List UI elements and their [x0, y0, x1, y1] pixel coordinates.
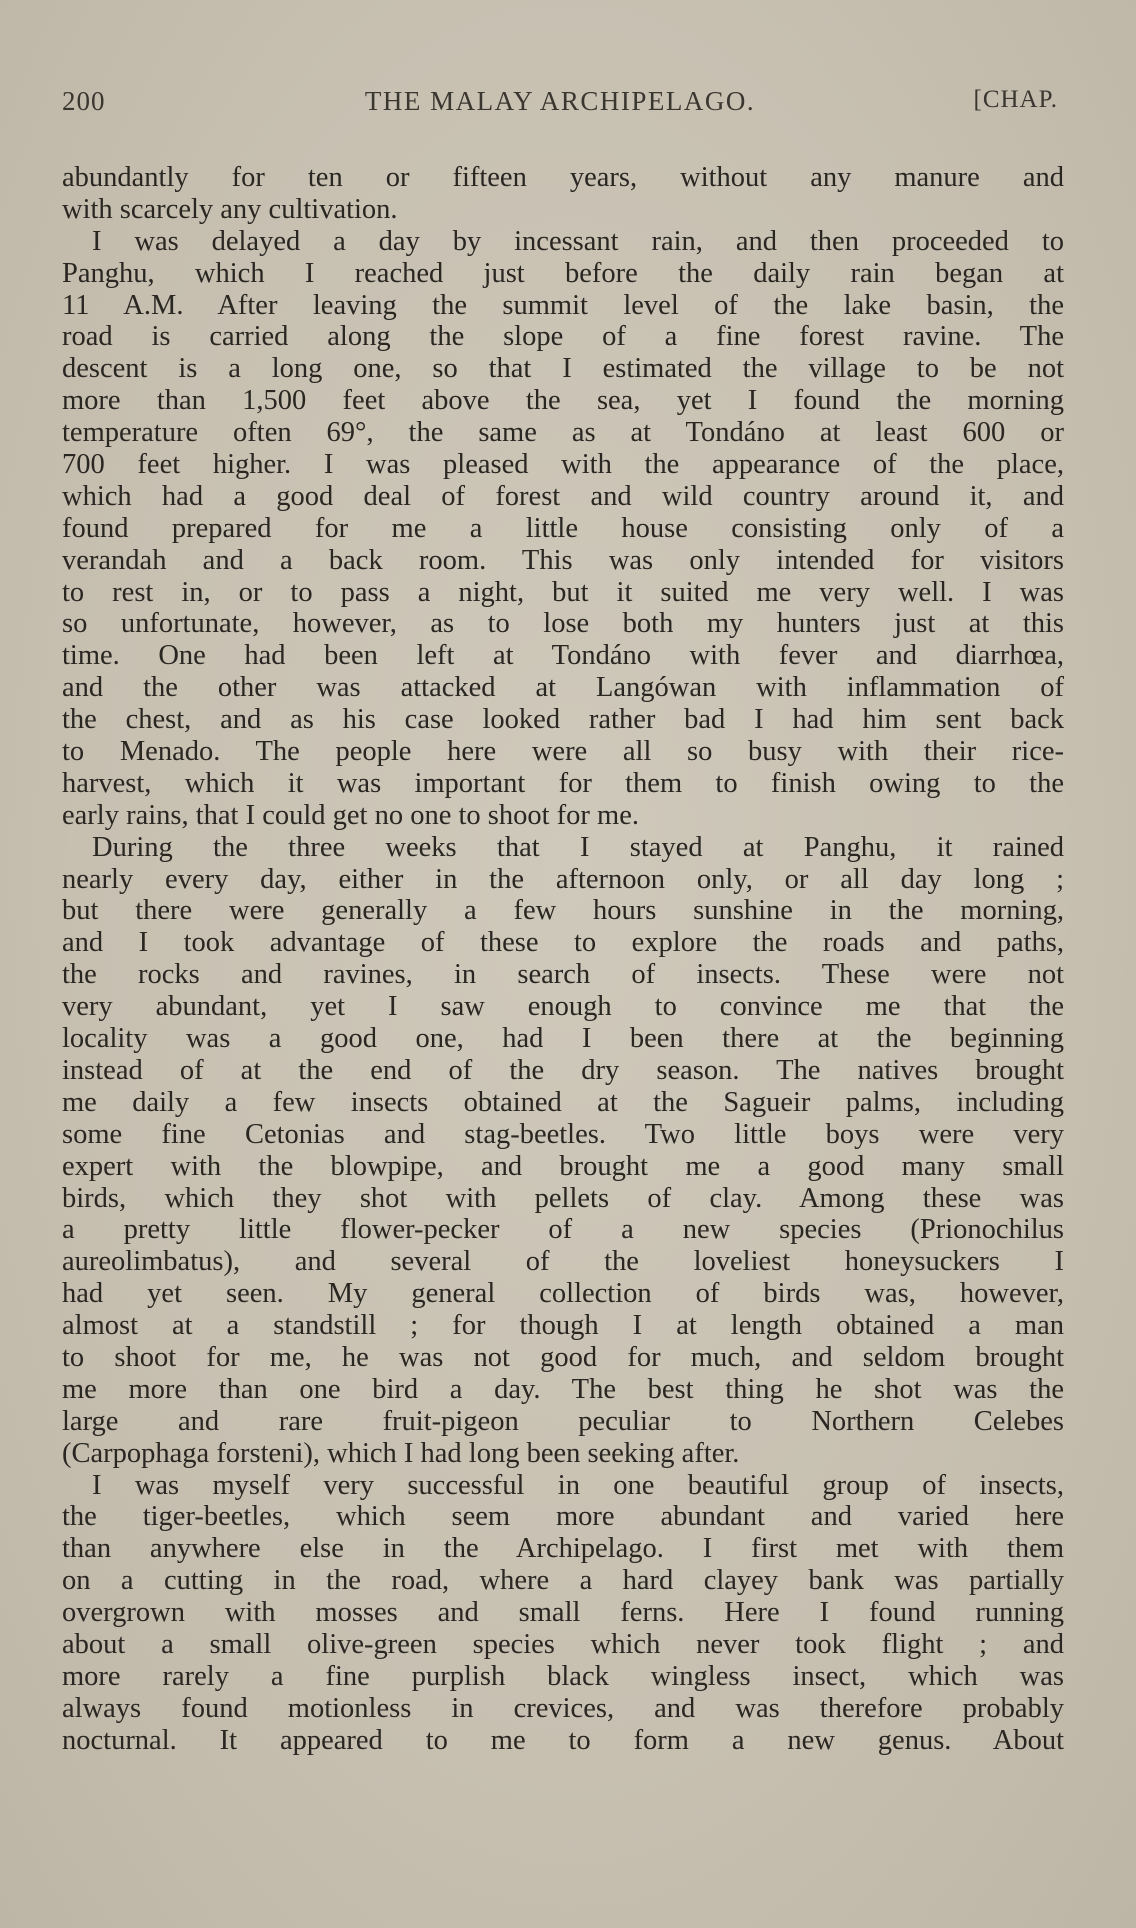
- running-head: [62, 86, 1058, 126]
- text-line: very abundant, yet I saw enough to convince me that the: [62, 991, 1064, 1023]
- text-line: nocturnal. It appeared to me to form a new genus. About: [62, 1724, 1064, 1756]
- text-line: but there were generally a few hours sunshine in the morning,: [62, 895, 1064, 927]
- text-line: which had a good deal of forest and wild country around it, and: [62, 480, 1064, 512]
- text-line: I was delayed a day by incessant rain, and then proceeded to: [92, 225, 1064, 257]
- text-line: I was myself very successful in one beautiful group of insects,: [92, 1469, 1064, 1501]
- text-line: expert with the blowpipe, and brought me a good many small: [62, 1150, 1064, 1182]
- text-line: overgrown with mosses and small ferns. Here I found running: [62, 1597, 1064, 1629]
- text-line: During the three weeks that I stayed at Panghu, it rained: [92, 831, 1064, 863]
- text-line: the chest, and as his case looked rather bad I had him sent back: [62, 704, 1064, 736]
- text-line: had yet seen. My general collection of birds was, however,: [62, 1278, 1064, 1310]
- chapter-marker: [CHAP.: [973, 86, 1058, 113]
- text-line: nearly every day, either in the afternoon only, or all day long ;: [62, 863, 1064, 895]
- text-line: to shoot for me, he was not good for much, and seldom brought: [62, 1341, 1064, 1373]
- text-line: and the other was attacked at Langówan with inflammation of: [62, 672, 1064, 704]
- text-line: me daily a few insects obtained at the Sagueir palms, including: [62, 1086, 1064, 1118]
- text-line: temperature often 69°, the same as at Tondáno at least 600 or: [62, 417, 1064, 449]
- text-line: verandah and a back room. This was only intended for visitors: [62, 544, 1064, 576]
- text-line: more rarely a fine purplish black wingless insect, which was: [62, 1660, 1064, 1692]
- text-line: 11 A.M. After leaving the summit level of the lake basin, the: [62, 289, 1064, 321]
- text-line: so unfortunate, however, as to lose both my hunters just at this: [62, 608, 1064, 640]
- text-line: to rest in, or to pass a night, but it suited me very well. I was: [62, 576, 1064, 608]
- text-line: aureolimbatus), and several of the loveliest honeysuckers I: [62, 1246, 1064, 1278]
- text-line: large and rare fruit-pigeon peculiar to Northern Celebes: [62, 1405, 1064, 1437]
- text-line: Panghu, which I reached just before the daily rain began at: [62, 257, 1064, 289]
- text-line: time. One had been left at Tondáno with fever and diarrhœa,: [62, 640, 1064, 672]
- text-line: and I took advantage of these to explore the roads and paths,: [62, 927, 1064, 959]
- text-line: me more than one bird a day. The best thing he shot was the: [62, 1373, 1064, 1405]
- text-line: than anywhere else in the Archipelago. I first met with them: [62, 1533, 1064, 1565]
- text-line: locality was a good one, had I been there at the beginning: [62, 1023, 1064, 1055]
- text-line: always found motionless in crevices, and was therefore probably: [62, 1692, 1064, 1724]
- text-line: birds, which they shot with pellets of clay. Among these was: [62, 1182, 1064, 1214]
- text-line: descent is a long one, so that I estimated the village to be not: [62, 353, 1064, 385]
- text-line: with scarcely any cultivation.: [62, 193, 398, 225]
- text-line: the tiger-beetles, which seem more abundant and varied here: [62, 1501, 1064, 1533]
- text-line: (Carpophaga forsteni), which I had long been seeking after.: [62, 1437, 740, 1469]
- text-line: abundantly for ten or fifteen years, without any manure and: [62, 162, 1064, 193]
- text-line: about a small olive-green species which never took flight ; and: [62, 1628, 1064, 1660]
- body-text: [62, 162, 1064, 1757]
- text-line: 700 feet higher. I was pleased with the appearance of the place,: [62, 449, 1064, 481]
- page-number: 200: [62, 86, 106, 116]
- text-line: early rains, that I could get no one to shoot for me.: [62, 799, 639, 831]
- text-line: to Menado. The people here were all so busy with their rice-: [62, 736, 1064, 768]
- text-line: instead of at the end of the dry season. The natives brought: [62, 1054, 1064, 1086]
- text-line: on a cutting in the road, where a hard clayey bank was partially: [62, 1565, 1064, 1597]
- text-line: road is carried along the slope of a fine forest ravine. The: [62, 321, 1064, 353]
- text-line: harvest, which it was important for them to finish owing to the: [62, 767, 1064, 799]
- text-line: some fine Cetonias and stag-beetles. Two little boys were very: [62, 1118, 1064, 1150]
- text-line: found prepared for me a little house consisting only of a: [62, 512, 1064, 544]
- text-line: a pretty little flower-pecker of a new species (Prionochilus: [62, 1214, 1064, 1246]
- running-title: THE MALAY ARCHIPELAGO.: [364, 86, 756, 116]
- text-line: almost at a standstill ; for though I at length obtained a man: [62, 1310, 1064, 1342]
- text-line: the rocks and ravines, in search of insects. These were not: [62, 959, 1064, 991]
- text-line: more than 1,500 feet above the sea, yet I found the morning: [62, 385, 1064, 417]
